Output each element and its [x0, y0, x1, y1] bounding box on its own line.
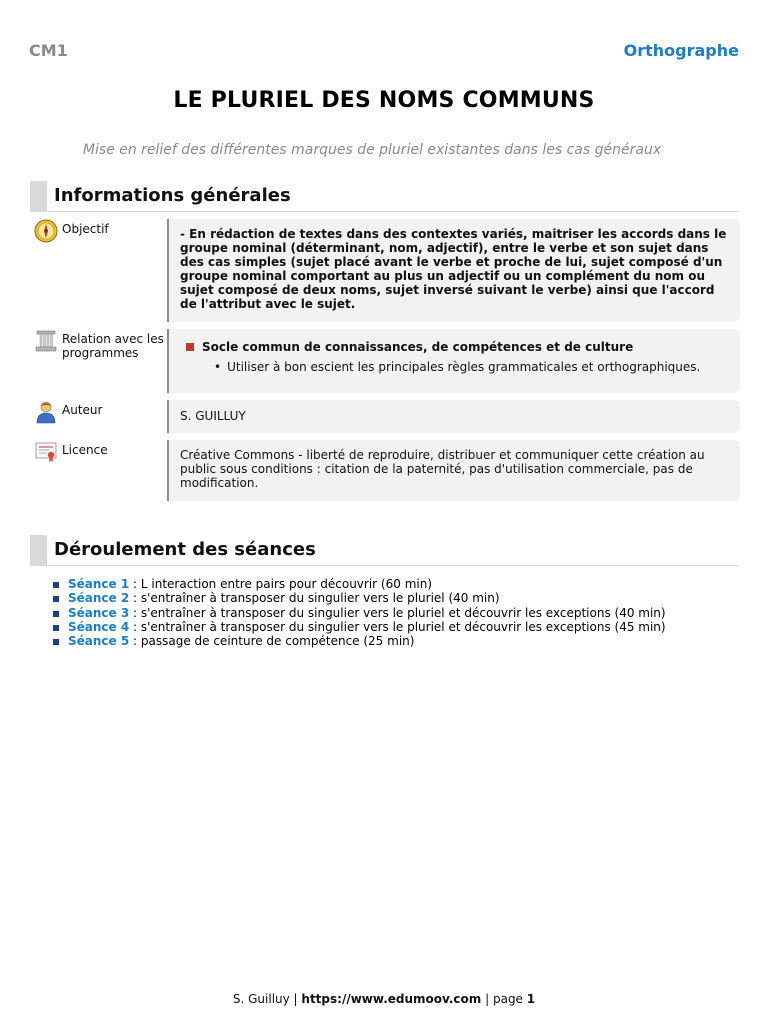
- info-row-objectif: [34, 219, 740, 322]
- sessions-section-title: Déroulement des séances: [54, 539, 316, 560]
- session-text: : s'entraîner à transposer du singulier vers le pluriel et découvrir les exceptions (45 min): [129, 619, 666, 634]
- session-item: [53, 634, 666, 648]
- session-item: [53, 606, 666, 620]
- level-label: CM1: [29, 41, 68, 60]
- programmes-label: Relation avec les programmes: [62, 332, 164, 360]
- session-link[interactable]: Séance 5: [68, 634, 130, 649]
- socle-title: Socle commun de connaissances, de compétences et de culture: [202, 340, 634, 354]
- auteur-text: S. GUILLUY: [167, 400, 740, 433]
- footer-url[interactable]: https://www.edumoov.com: [301, 992, 482, 1006]
- square-bullet: [53, 639, 59, 645]
- socle-heading: [186, 340, 728, 354]
- square-bullet: [53, 625, 59, 631]
- session-text: : passage de ceinture de compétence (25 min): [129, 634, 415, 649]
- session-item: [53, 577, 666, 591]
- licence-label: Licence: [62, 443, 108, 457]
- square-bullet: [53, 582, 59, 588]
- session-item: [53, 620, 666, 634]
- page-footer: [0, 992, 768, 1006]
- sessions-section-header: [30, 535, 739, 566]
- session-link[interactable]: Séance 4: [68, 619, 130, 634]
- sessions-list: [53, 577, 666, 648]
- footer-page-prefix: | page: [481, 992, 527, 1006]
- auteur-label: Auteur: [62, 403, 103, 417]
- certificate-icon: [34, 440, 58, 464]
- square-bullet: [53, 596, 59, 602]
- subject-label: Orthographe: [623, 41, 739, 60]
- section-bar: [30, 535, 47, 565]
- licence-text: Créative Commons - liberté de reproduire, distribuer et communiquer cette création au public sous conditions : citation de la paternité, pas d'utilisation commerciale, pas de modification.: [167, 440, 740, 501]
- socle-item: • Utiliser à bon escient les principales règles grammaticales et orthographiques.: [214, 360, 728, 374]
- info-row-licence: [34, 440, 740, 501]
- objectif-label: Objectif: [62, 222, 109, 236]
- session-link[interactable]: Séance 3: [68, 605, 130, 620]
- session-text: : s'entraîner à transposer du singulier vers le pluriel et découvrir les exceptions (40 min): [129, 605, 666, 620]
- page-subtitle: Mise en relief des différentes marques de pluriel existantes dans les cas généraux: [82, 142, 662, 158]
- footer-author: S. Guilluy |: [232, 992, 302, 1006]
- user-icon: [34, 400, 58, 424]
- footer-page-number: 1: [526, 992, 536, 1006]
- info-row-auteur: [34, 400, 740, 433]
- session-text: : s'entraîner à transposer du singulier vers le pluriel (40 min): [129, 591, 500, 606]
- square-bullet: [53, 611, 59, 617]
- session-text: : L interaction entre pairs pour découvrir (60 min): [129, 577, 433, 591]
- session-link[interactable]: Séance 1: [68, 577, 130, 591]
- page-title: LE PLURIEL DES NOMS COMMUNS: [173, 88, 595, 113]
- info-section-header: [30, 181, 739, 212]
- column-icon: [34, 329, 58, 353]
- section-bar: [30, 181, 47, 211]
- info-section-title: Informations générales: [54, 185, 291, 206]
- programmes-box: [167, 329, 740, 393]
- objectif-text: - En rédaction de textes dans des contextes variés, maitriser les accords dans le groupe nominal (déterminant, nom, adjectif), entre le verbe et son sujet dans des cas simples (sujet placé avant le verbe et proche de lui, sujet composé d'un groupe nominal comportant au plus un adjectif ou un complément du nom ou sujet composé de deux noms, sujet inversé suivant le verbe) ainsi que l'accord de l'attribut avec le sujet.: [167, 219, 740, 322]
- session-link[interactable]: Séance 2: [68, 591, 130, 606]
- red-square-bullet: [186, 343, 194, 351]
- info-row-programmes: [34, 329, 740, 393]
- compass-icon: [34, 219, 58, 243]
- session-item: [53, 591, 666, 605]
